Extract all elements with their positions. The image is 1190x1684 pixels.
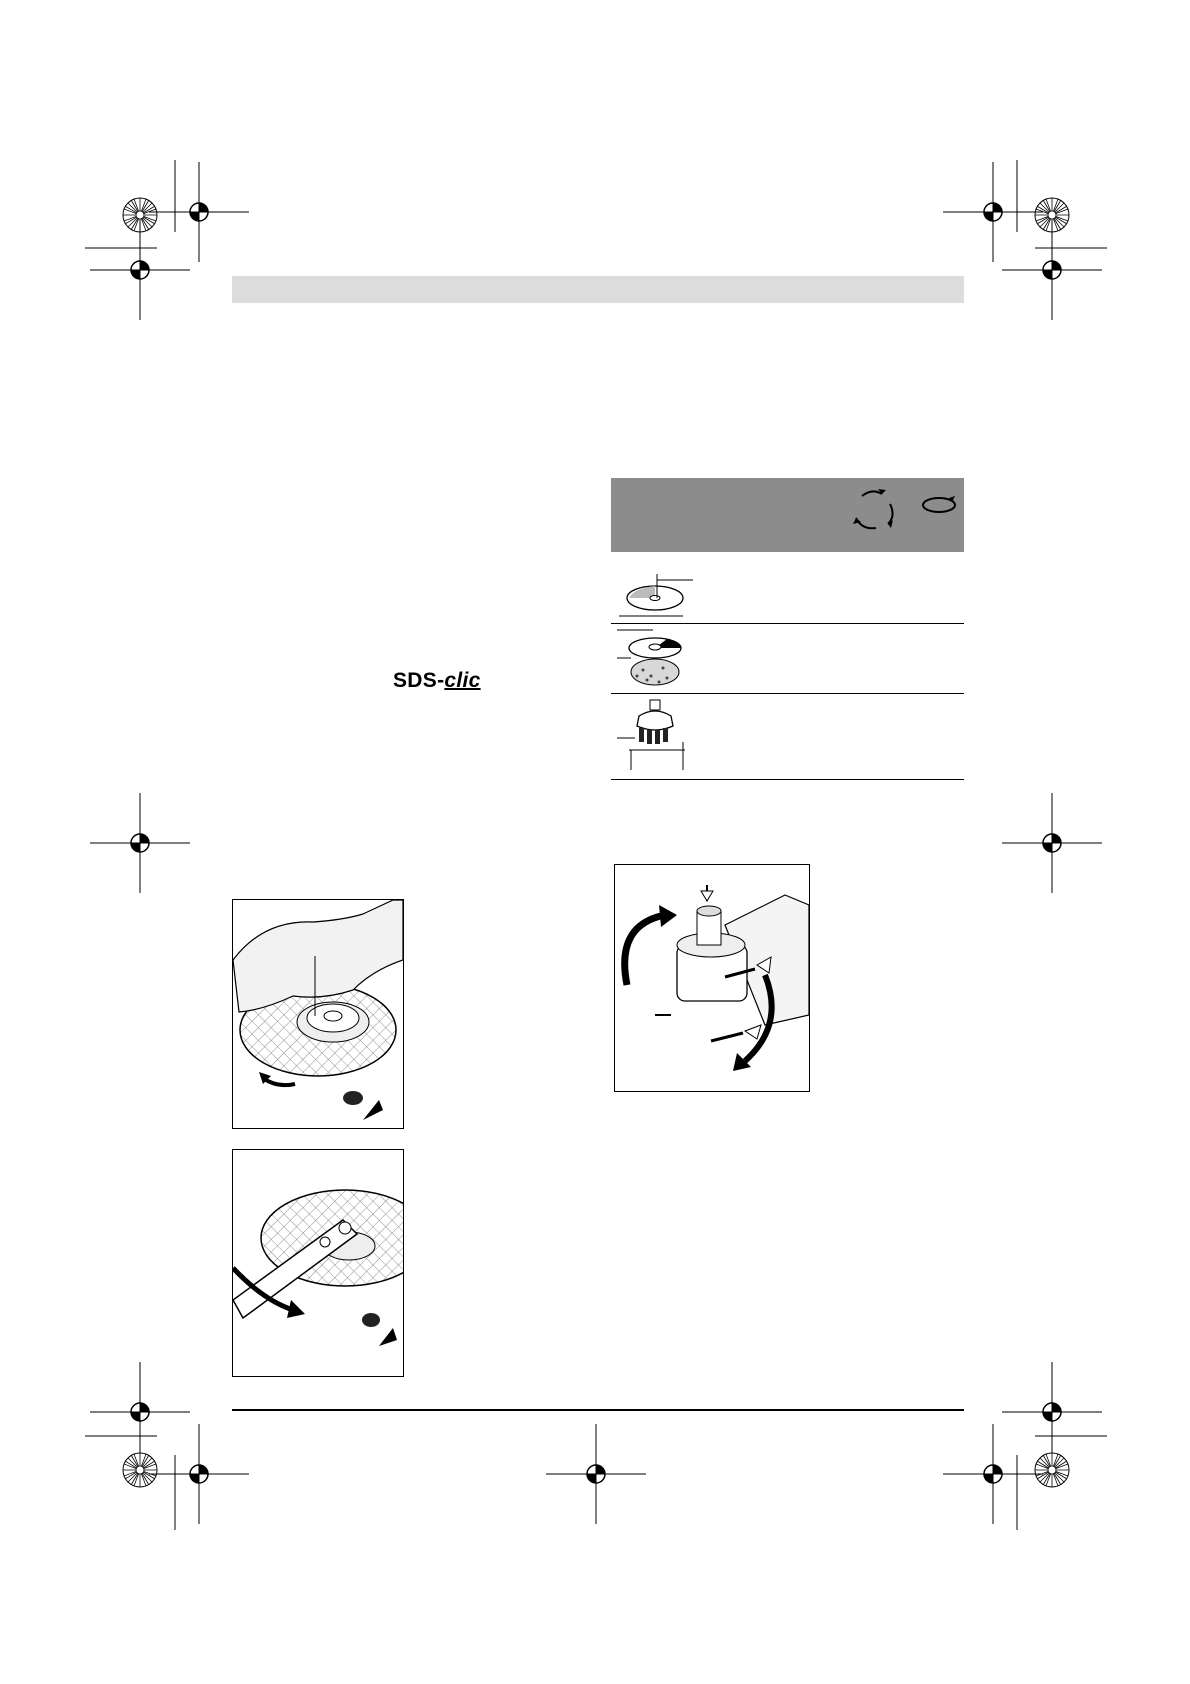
logo-suffix: clic	[444, 669, 481, 692]
figure-fitting-disc	[232, 899, 404, 1129]
ring-rotation-icon	[919, 492, 959, 518]
table-row-divider	[611, 693, 964, 694]
sds-clic-logo	[393, 669, 481, 693]
cup-wheel-icon	[617, 628, 697, 690]
disc-hand-illustration	[233, 900, 403, 1128]
table-row-divider	[611, 623, 964, 624]
table-row-divider	[611, 779, 964, 780]
spanner-illustration	[233, 1150, 403, 1376]
wire-cup-brush-icon	[617, 698, 697, 770]
page-header-bar	[232, 276, 964, 303]
page-footer-rule	[232, 1409, 964, 1411]
recycle-arrows-icon	[848, 486, 900, 532]
gear-head-illustration	[615, 865, 809, 1091]
figure-gear-head	[614, 864, 810, 1092]
table-header	[611, 478, 964, 552]
figure-spanner	[232, 1149, 404, 1377]
grinding-disc-icon	[617, 570, 697, 620]
logo-brand: SDS-	[393, 669, 445, 692]
